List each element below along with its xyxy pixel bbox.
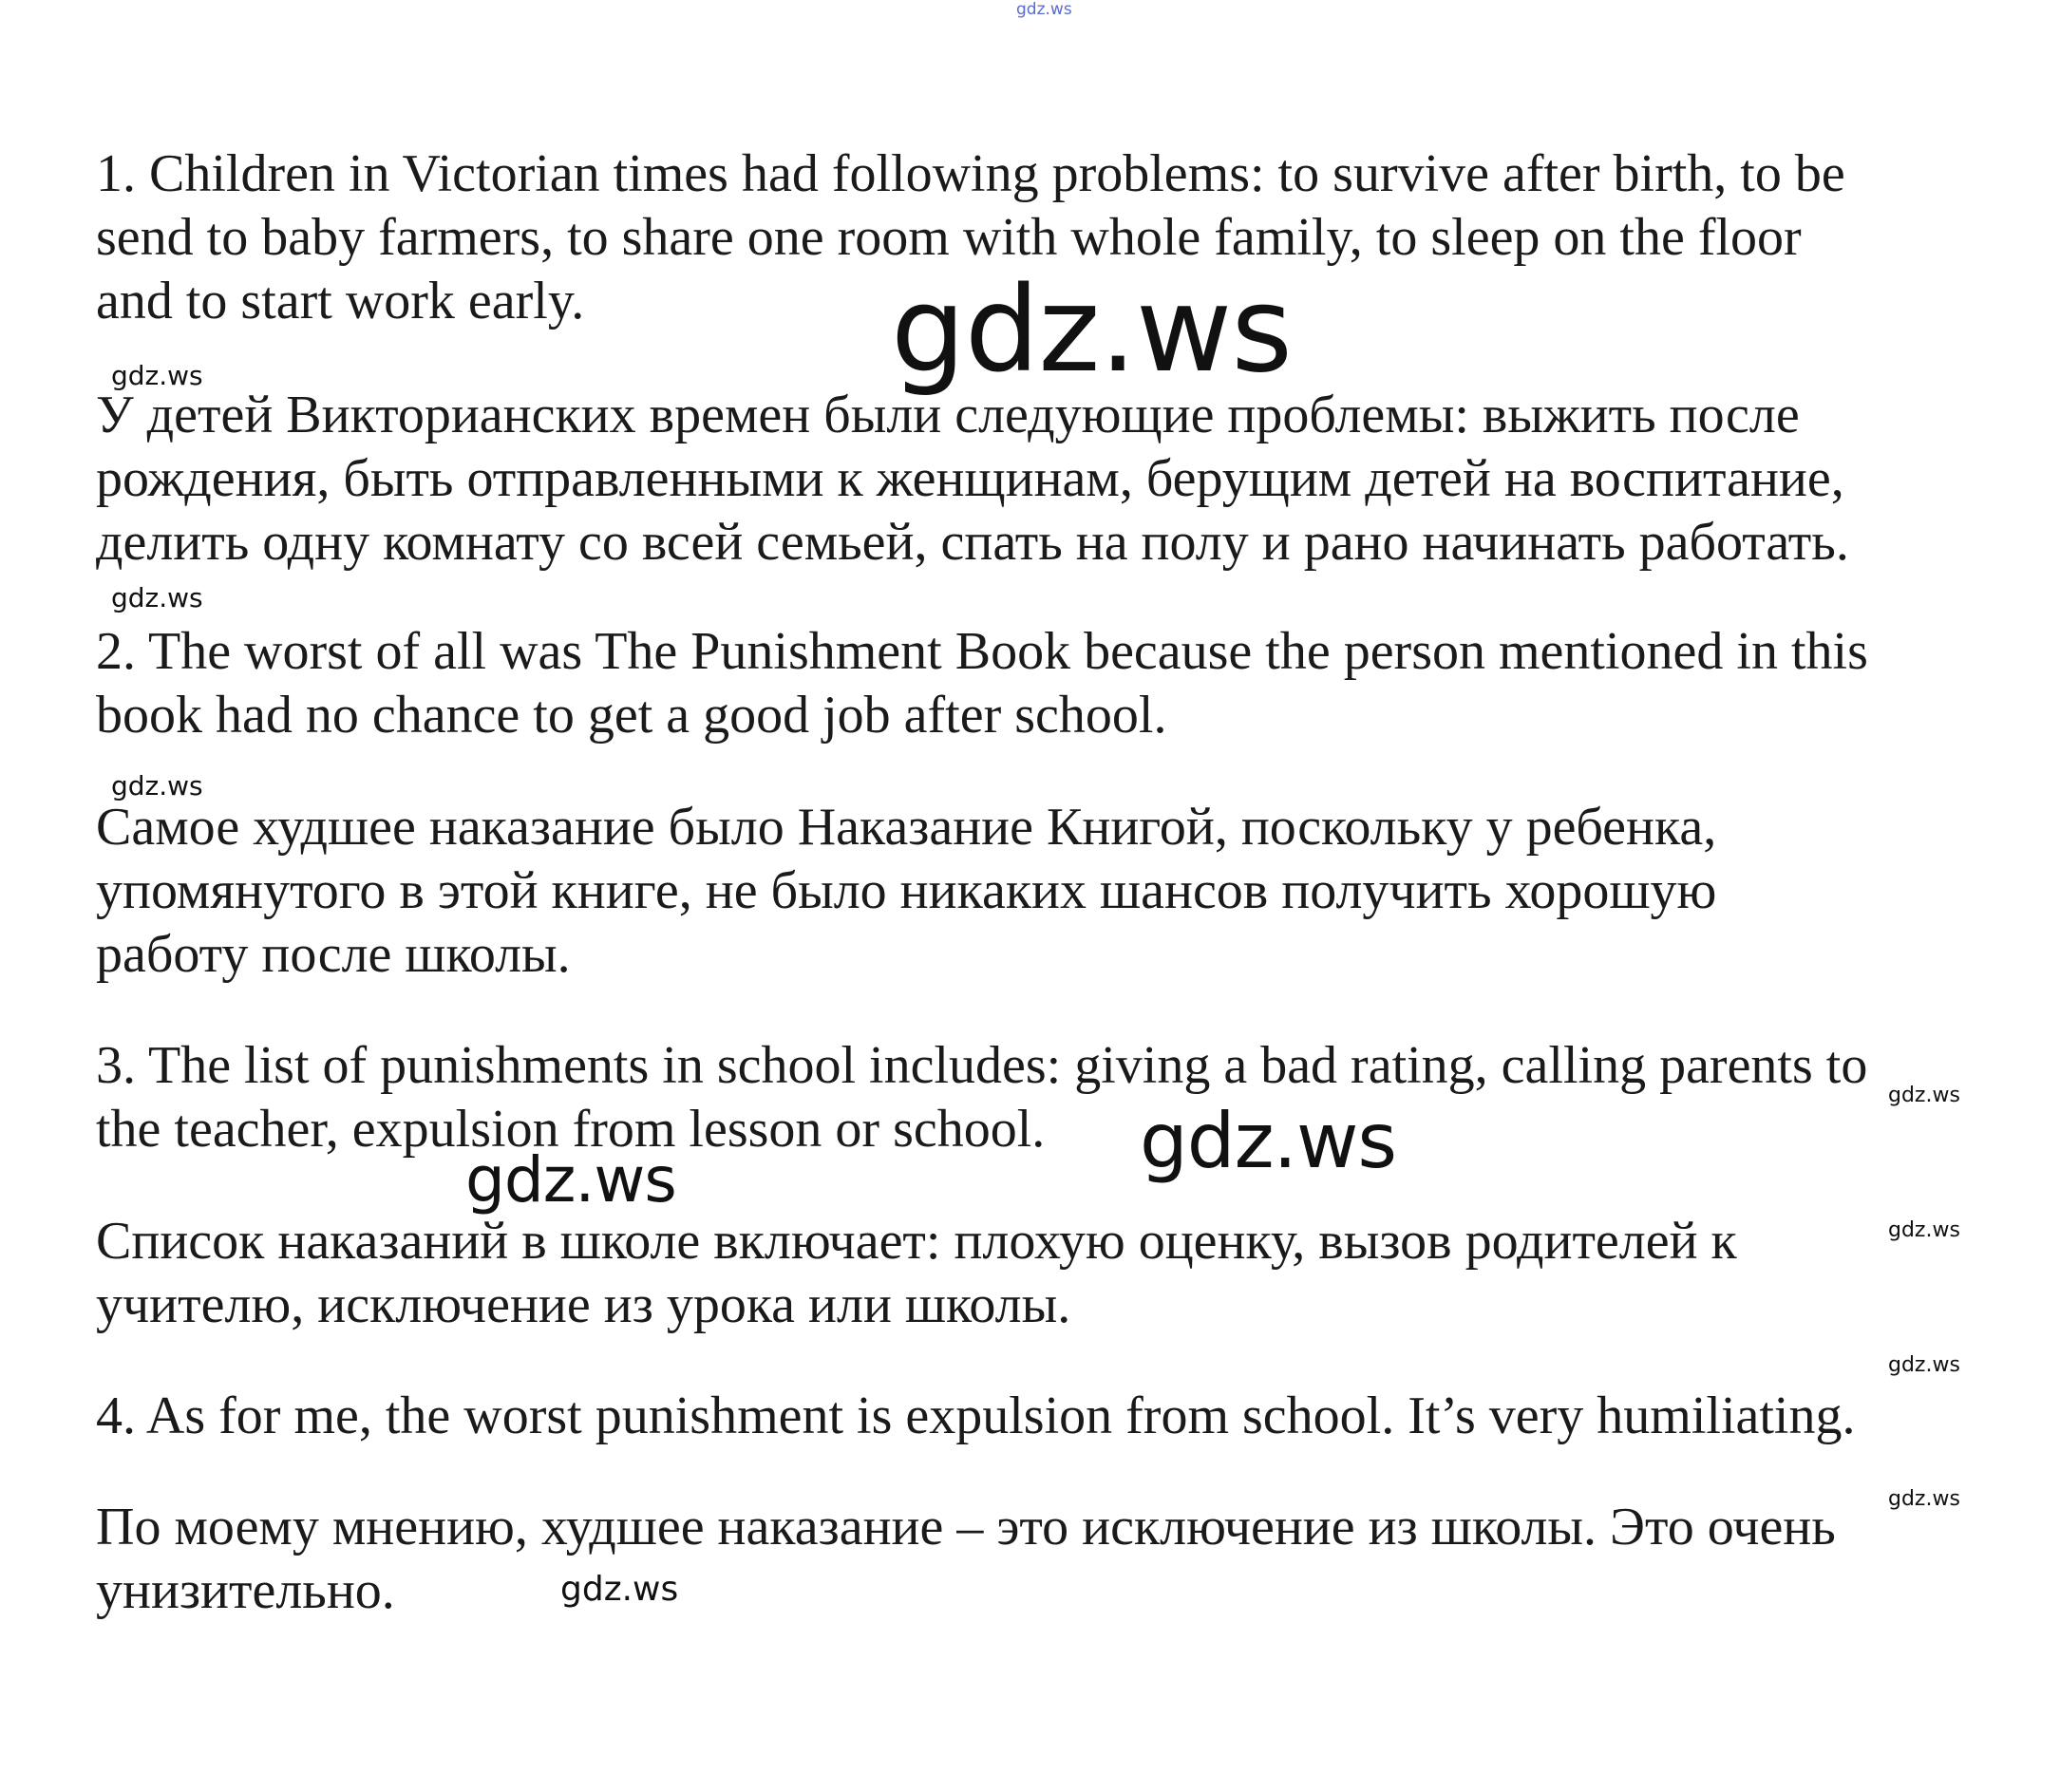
paragraph-line: учителю, исключение из урока или школы. (96, 1275, 1071, 1334)
paragraph-line: 1. Children in Victorian times had following problems: to survive after birth, to be (96, 144, 1845, 203)
paragraph-line: 4. As for me, the worst punishment is expulsion from school. It’s very humiliating. (96, 1386, 1856, 1445)
answer-3-english (96, 1034, 1986, 1161)
answer-3-russian (96, 1210, 1986, 1337)
watermark-small: gdz.ws (111, 360, 203, 391)
watermark-large: gdz.ws (1140, 1097, 1397, 1185)
paragraph-line: делить одну комнату со всей семьей, спать на полу и рано начинать работать. (96, 513, 1849, 572)
answer-4-english (96, 1385, 1986, 1448)
paragraph-line: and to start work early. (96, 272, 585, 330)
paragraph-line: 2. The worst of all was The Punishment Book because the person mentioned in this (96, 622, 1868, 681)
answer-4-russian (96, 1496, 1986, 1623)
paragraph-line: У детей Викторианских времен были следующие проблемы: выжить после (96, 386, 1800, 444)
watermark-small: gdz.ws (1888, 1084, 1960, 1107)
paragraph-line: Самое худшее наказание было Наказание Книгой, поскольку у ребенка, (96, 798, 1717, 857)
paragraph-line: рождения, быть отправленными к женщинам, берущим детей на воспитание, (96, 449, 1844, 508)
watermark-small: gdz.ws (111, 582, 203, 613)
answer-2-russian (96, 796, 1986, 987)
watermark-small: gdz.ws (1888, 1353, 1960, 1377)
watermark-small: gdz.ws (1888, 1487, 1960, 1511)
watermark-large: gdz.ws (891, 262, 1292, 399)
paragraph-line: the teacher, expulsion from lesson or school. (96, 1100, 1046, 1159)
paragraph-line: работу после школы. (96, 925, 571, 984)
paragraph-line: унизительно. (96, 1561, 395, 1620)
watermark-small: gdz.ws (560, 1570, 679, 1609)
paragraph-line: упомянутого в этой книге, не было никаких шансов получить хорошую (96, 861, 1717, 920)
watermark-small: gdz.ws (111, 770, 203, 802)
watermark-medium: gdz.ws (465, 1143, 676, 1217)
paragraph-line: 3. The list of punishments in school includes: giving a bad rating, calling parents to (96, 1036, 1868, 1095)
answer-2-english (96, 620, 1986, 747)
watermark-small: gdz.ws (1888, 1218, 1960, 1242)
paragraph-line: book had no chance to get a good job after school. (96, 686, 1167, 745)
paragraph-line: По моему мнению, худшее наказание – это исключение из школы. Это очень (96, 1498, 1836, 1556)
watermark-top: gdz.ws (1016, 0, 1072, 19)
paragraph-line: Список наказаний в школе включает: плохую оценку, вызов родителей к (96, 1212, 1737, 1271)
answer-1-russian (96, 384, 1986, 575)
paragraph-line: send to baby farmers, to share one room with whole family, to sleep on the floor (96, 208, 1802, 267)
